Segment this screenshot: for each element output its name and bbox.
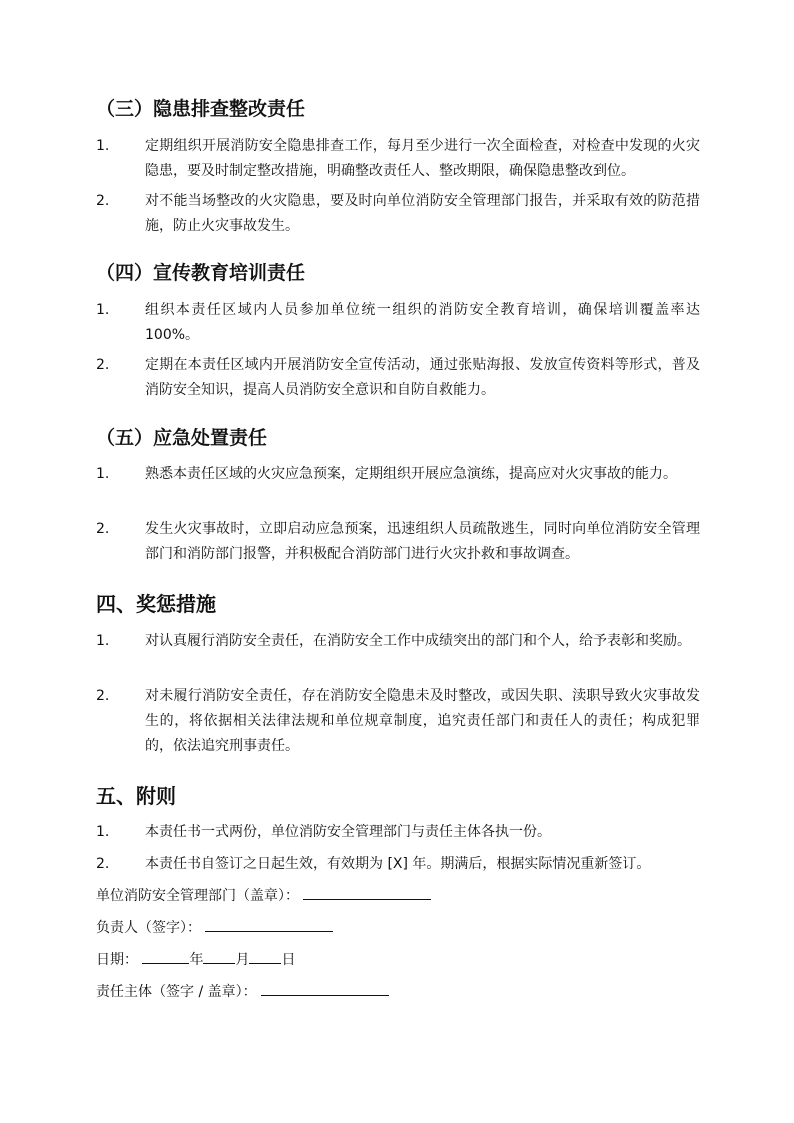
signature-leader-line[interactable] — [205, 917, 333, 932]
list-item — [96, 684, 700, 759]
list-text: 对认真履行消防安全责任，在消防安全工作中成绩突出的部门和个人，给予表彰和奖励。 — [145, 633, 691, 649]
list-item — [96, 517, 700, 567]
signature-date-row — [96, 949, 295, 971]
signature-subject-label: 责任主体（签字 / 盖章）： — [96, 984, 257, 1000]
list-number: 2. — [96, 357, 110, 373]
list-text: 熟悉本责任区域的火灾应急预案，定期组织开展应急演练，提高应对火灾事故的能力。 — [145, 466, 677, 482]
list-item — [96, 820, 700, 845]
signature-leader-label: 负责人（签字）： — [96, 920, 201, 936]
section-title-rewards-penalties: 四、奖惩措施 — [96, 592, 216, 616]
list-item — [96, 852, 700, 877]
date-label: 日期： — [96, 952, 138, 968]
signature-dept-row — [96, 885, 431, 907]
signature-subject-line[interactable] — [261, 981, 389, 996]
date-month-line[interactable] — [203, 949, 235, 964]
date-day-line[interactable] — [249, 949, 281, 964]
date-month-label: 月 — [235, 952, 250, 968]
list-item — [96, 353, 700, 403]
list-text: 本责任书一式两份，单位消防安全管理部门与责任主体各执一份。 — [145, 824, 551, 840]
list-item — [96, 629, 700, 679]
signature-dept-label: 单位消防安全管理部门（盖章）： — [96, 888, 299, 904]
list-number: 2. — [96, 856, 110, 872]
list-text: 组织本责任区域内人员参加单位统一组织的消防安全教育培训，确保培训覆盖率达100%。 — [145, 302, 700, 343]
list-number: 2. — [96, 688, 110, 704]
list-number: 1. — [96, 633, 110, 649]
list-number: 2. — [96, 193, 110, 209]
list-item — [96, 298, 700, 348]
date-day-label: 日 — [281, 952, 296, 968]
list-item — [96, 189, 700, 239]
list-text: 定期在本责任区域内开展消防安全宣传活动，通过张贴海报、发放宣传资料等形式，普及消防安全知识，提高人员消防安全意识和自防自救能力。 — [145, 357, 700, 398]
list-text: 发生火灾事故时，立即启动应急预案，迅速组织人员疏散逃生，同时向单位消防安全管理部门和消防部门报警，并积极配合消防部门进行火灾扑救和事故调查。 — [145, 521, 700, 562]
list-number: 1. — [96, 138, 110, 154]
list-text: 对不能当场整改的火灾隐患，要及时向单位消防安全管理部门报告，并采取有效的防范措施，防止火灾事故发生。 — [145, 193, 700, 234]
signature-dept-line[interactable] — [303, 885, 431, 900]
list-number: 1. — [96, 302, 110, 318]
section-title-emergency-response: （五）应急处置责任 — [96, 427, 268, 449]
list-text: 对未履行消防安全责任，存在消防安全隐患未及时整改，或因失职、渎职导致火灾事故发生的，将依据相关法律法规和单位规章制度，追究责任部门和责任人的责任；构成犯罪的，依法追究刑事责任。 — [145, 688, 700, 754]
section-title-education-training: （四）宣传教育培训责任 — [96, 262, 306, 284]
list-number: 2. — [96, 521, 110, 537]
list-number: 1. — [96, 824, 110, 840]
date-year-label: 年 — [189, 952, 204, 968]
list-number: 1. — [96, 466, 110, 482]
signature-subject-row — [96, 981, 389, 1003]
list-text: 定期组织开展消防安全隐患排查工作，每月至少进行一次全面检查，对检查中发现的火灾隐患，要及时制定整改措施，明确整改责任人、整改期限，确保隐患整改到位。 — [145, 138, 700, 179]
list-text: 本责任书自签订之日起生效，有效期为 [X] 年。期满后，根据实际情况重新签订。 — [145, 856, 651, 872]
section-title-hazard-rectification: （三）隐患排查整改责任 — [96, 98, 306, 120]
section-title-appendix: 五、附则 — [96, 784, 176, 808]
list-item — [96, 134, 700, 184]
date-year-line[interactable] — [142, 949, 189, 964]
signature-leader-row — [96, 917, 333, 939]
list-item — [96, 462, 700, 512]
